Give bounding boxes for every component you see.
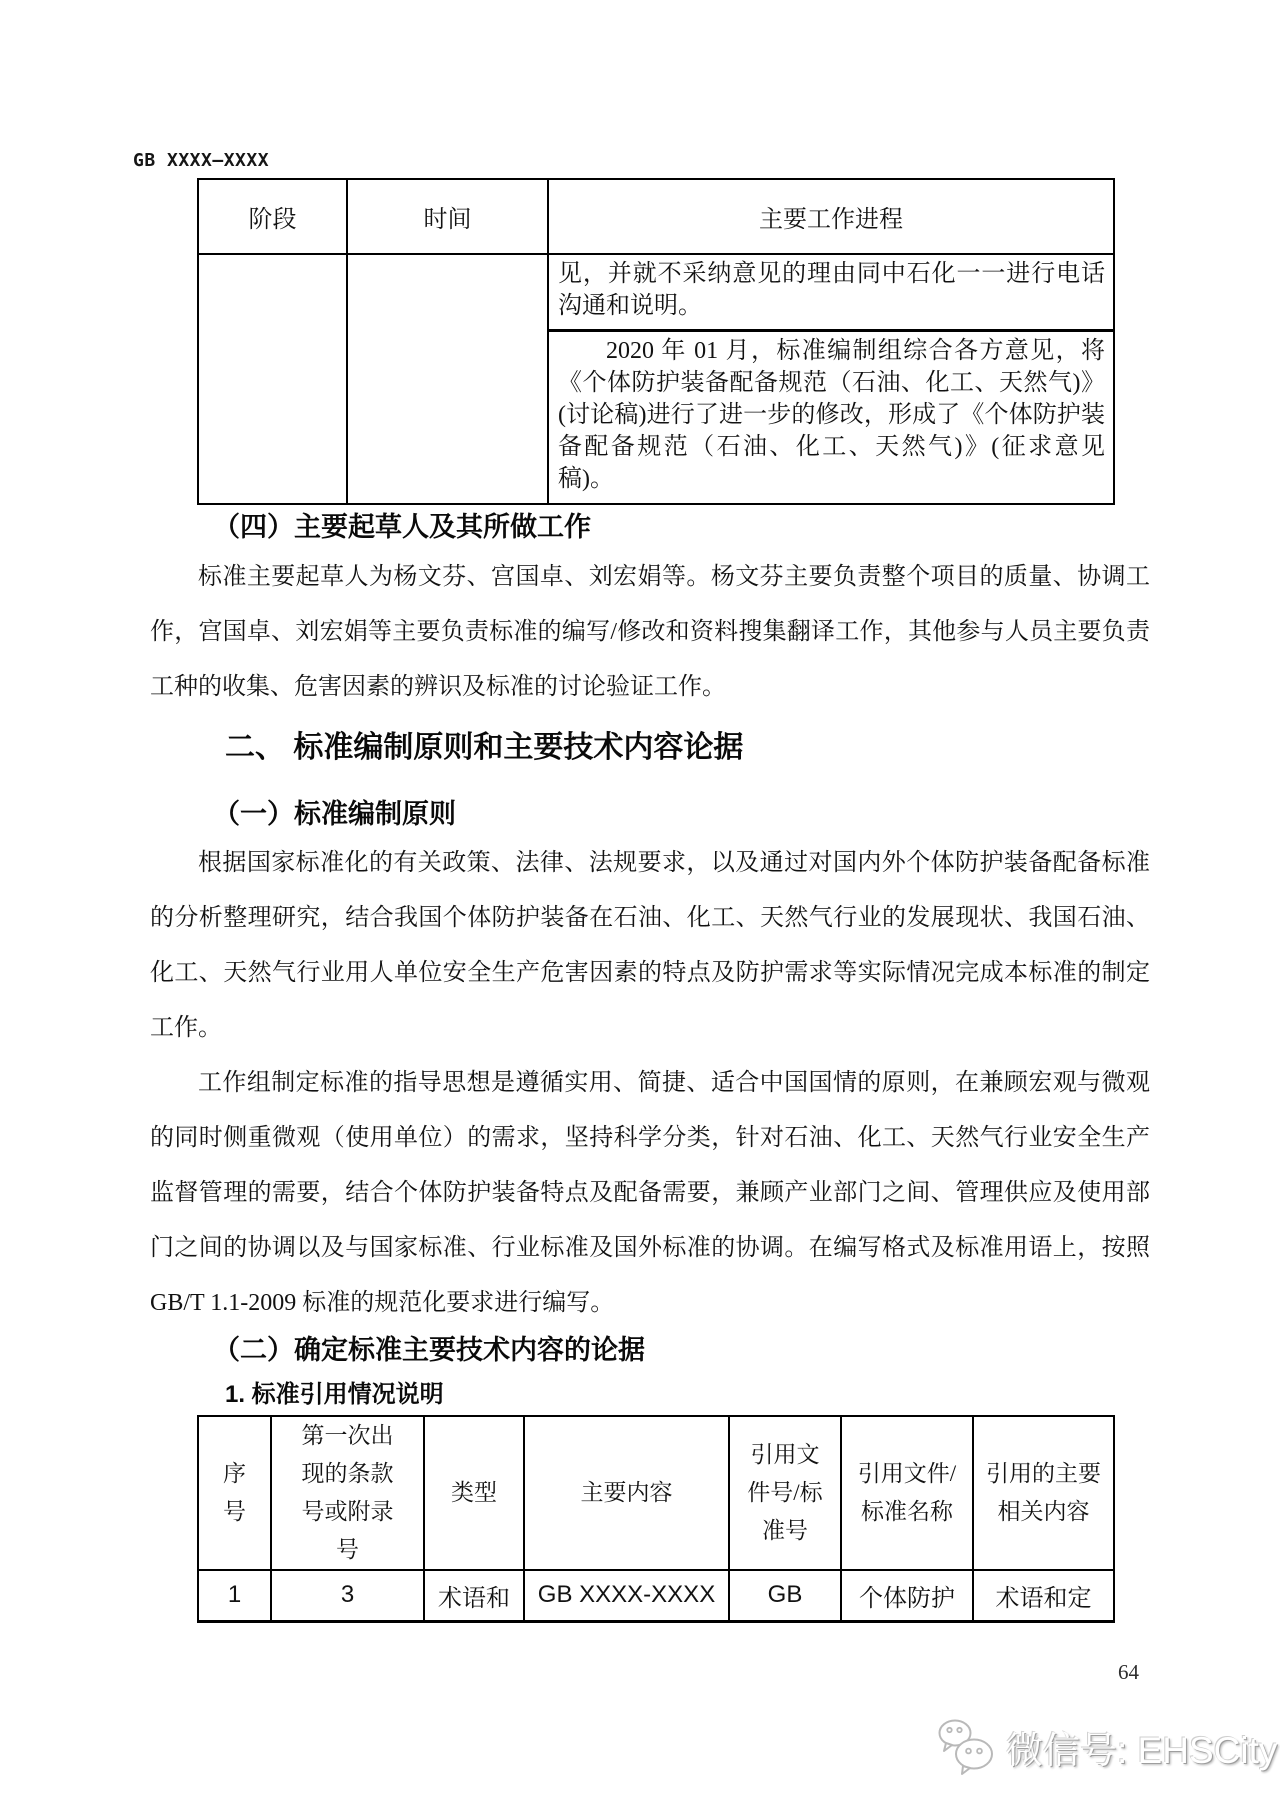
cell-ref-content: 术语和定: [973, 1570, 1114, 1621]
document-code: GB XXXX—XXXX: [133, 150, 270, 171]
column-header-main-content: 主要内容: [524, 1416, 729, 1570]
column-header-ref-content: 引用的主要相关内容: [973, 1416, 1114, 1570]
column-header-progress: 主要工作进程: [548, 179, 1114, 254]
heading-principles-main: 二、 标准编制原则和主要技术内容论据: [225, 731, 744, 764]
watermark-text: 微信号: EHSCity: [1006, 1730, 1278, 1771]
progress-cell-text: 2020 年 01 月，标准编制组综合各方意见，将《个体防护装备配备规范（石油、化工、天然气)》(讨论稿)进行了进一步的修改，形成了《个体防护装备配备规范（石油、化工、天然气)》(征求意见稿)。: [558, 338, 1105, 492]
cell-ref-number: GB: [729, 1570, 841, 1621]
column-header-index: 序号: [198, 1416, 271, 1570]
stage-cell-empty: [198, 254, 347, 504]
column-header-type: 类型: [424, 1416, 524, 1570]
table-header-row: [198, 179, 1114, 254]
citation-data-row: [198, 1570, 1114, 1621]
paragraph-principles-2: 工作组制定标准的指导思想是遵循实用、简捷、适合中国国情的原则，在兼顾宏观与微观的同时侧重微观（使用单位）的需求，坚持科学分类，针对石油、化工、天然气行业安全生产监督管理的需要，结合个体防护装备特点及配备需要，兼顾产业部门之间、管理供应及使用部门之间的协调以及与国家标准、行业标准及国外标准的协调。在编写格式及标准用语上，按照 GB/T 1.1-2009 标准的规范化要求进行编写。: [150, 1070, 1150, 1316]
citation-header-row: [198, 1416, 1114, 1570]
table-row: [198, 254, 1114, 331]
watermark: [936, 1716, 1277, 1778]
work-progress-table: [197, 178, 1115, 505]
cell-main-content: GB XXXX-XXXX: [524, 1570, 729, 1621]
heading-content-basis: （二）确定标准主要技术内容的论据: [213, 1335, 645, 1365]
time-cell-empty: [347, 254, 548, 504]
paragraph-principles-1: 根据国家标准化的有关政策、法律、法规要求，以及通过对国内外个体防护装备配备标准的分析整理研究，结合我国个体防护装备在石油、化工、天然气行业的发展现状、我国石油、化工、天然气行业用人单位安全生产危害因素的特点及防护需求等实际情况完成本标准的制定工作。: [150, 850, 1150, 1041]
heading-drafters: （四）主要起草人及其所做工作: [213, 512, 591, 542]
heading-citation: 1. 标准引用情况说明: [225, 1381, 444, 1408]
progress-cell: [548, 331, 1114, 505]
heading-principles-sub: （一）标准编制原则: [213, 799, 456, 829]
column-header-time: 时间: [347, 179, 548, 254]
cell-index: 1: [198, 1570, 271, 1621]
citation-table: [197, 1415, 1115, 1623]
cell-clause: 3: [271, 1570, 424, 1621]
page-number: 64: [1118, 1660, 1139, 1684]
column-header-ref-number: 引用文件号/标准号: [729, 1416, 841, 1570]
column-header-ref-name: 引用文件/标准名称: [841, 1416, 973, 1570]
paragraph-drafters: 标准主要起草人为杨文芬、宫国卓、刘宏娟等。杨文芬主要负责整个项目的质量、协调工作，宫国卓、刘宏娟等主要负责标准的编写/修改和资料搜集翻译工作，其他参与人员主要负责工种的收集、危害因素的辨识及标准的讨论验证工作。: [150, 564, 1150, 700]
column-header-clause: 第一次出现的条款号或附录号: [271, 1416, 424, 1570]
wechat-icon: [936, 1718, 998, 1776]
cell-type: 术语和: [424, 1570, 524, 1621]
progress-cell: 见，并就不采纳意见的理由同中石化一一进行电话沟通和说明。: [548, 254, 1114, 331]
column-header-stage: 阶段: [198, 179, 347, 254]
cell-ref-name: 个体防护: [841, 1570, 973, 1621]
